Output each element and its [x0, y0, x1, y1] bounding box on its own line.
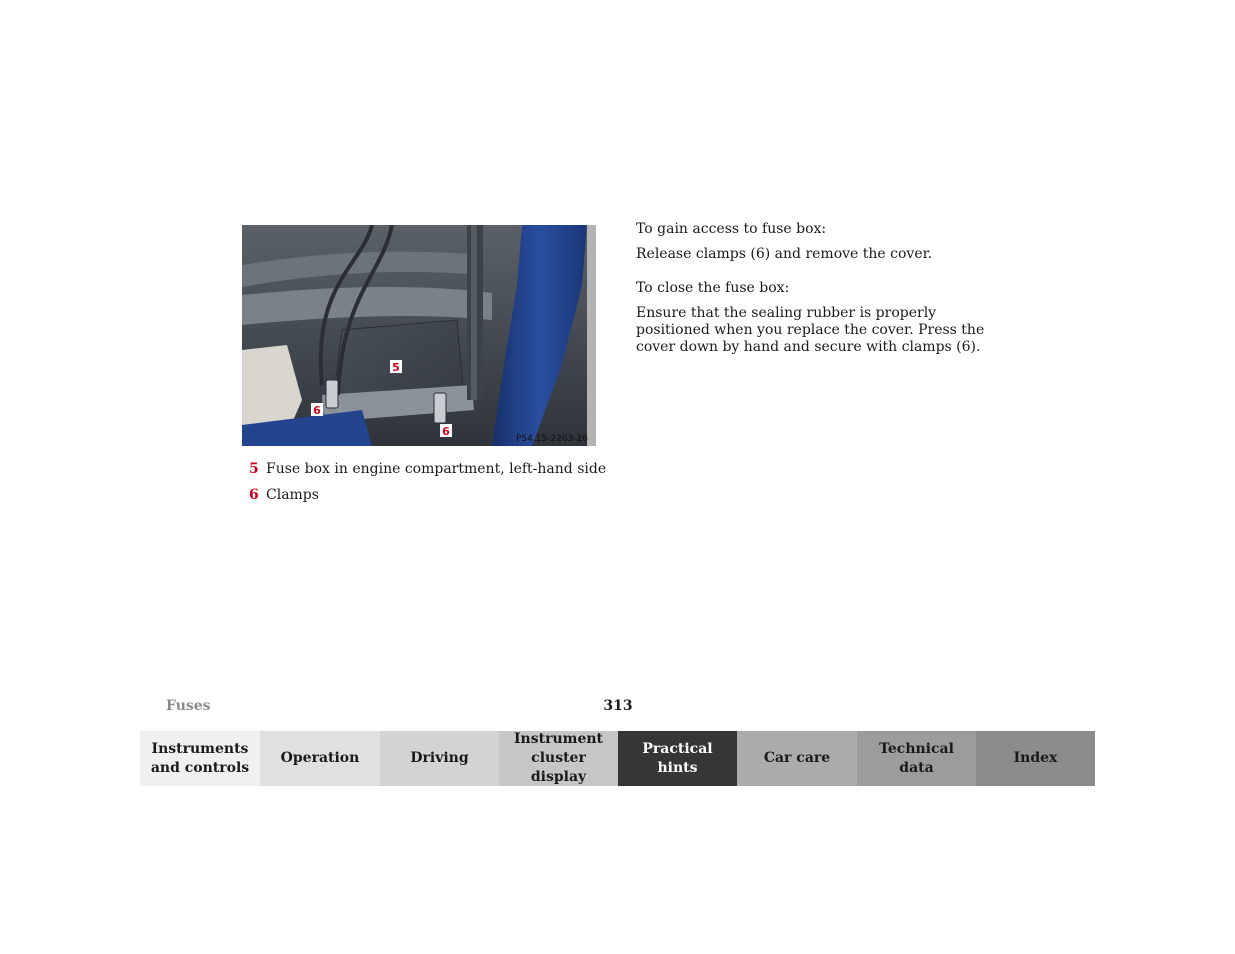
tab-driving[interactable]: Driving [380, 731, 499, 786]
callout-6b: 6 [442, 425, 450, 438]
close-heading: To close the fuse box: [636, 280, 790, 296]
instructions [636, 221, 996, 364]
page-number: 313 [603, 698, 633, 714]
callout-5: 5 [392, 361, 400, 374]
hood-strut-highlight [471, 225, 477, 400]
legend-text: Fuse box in engine compartment, left-hand side [266, 461, 607, 477]
engine-illustration-svg [242, 225, 596, 446]
open-heading: To gain access to fuse box: [636, 221, 827, 237]
tab-practical-hints[interactable]: Practical hints [618, 731, 737, 786]
legend-item [249, 460, 609, 478]
legend-number: 5 [249, 461, 259, 477]
tab-technical-data[interactable]: Technical data [857, 731, 976, 786]
tab-index[interactable]: Index [976, 731, 1095, 786]
tab-car-care[interactable]: Car care [737, 731, 857, 786]
tab-instrument-cluster-display[interactable]: Instrument cluster display [499, 731, 618, 786]
engine-compartment-illustration [242, 225, 596, 446]
image-code: P54.15-2263-26 [515, 434, 588, 444]
legend-number: 6 [249, 487, 259, 503]
clamp [326, 380, 338, 408]
tab-operation[interactable]: Operation [260, 731, 380, 786]
section-label: Fuses [166, 698, 211, 714]
open-step: Release clamps (6) and remove the cover. [636, 246, 933, 262]
callout-6a: 6 [313, 404, 321, 417]
tab-instruments-and-controls[interactable]: Instruments and controls [140, 731, 260, 786]
fender-edge [587, 225, 596, 446]
clamp [434, 393, 446, 423]
figure-legend [249, 460, 609, 512]
chapter-nav [140, 731, 1095, 786]
close-step: Ensure that the sealing rubber is properly positioned when you replace the cover. Press the cover down by hand and secure with clamps (6). [636, 305, 985, 355]
legend-text: Clamps [266, 487, 319, 503]
legend-item [249, 486, 609, 504]
